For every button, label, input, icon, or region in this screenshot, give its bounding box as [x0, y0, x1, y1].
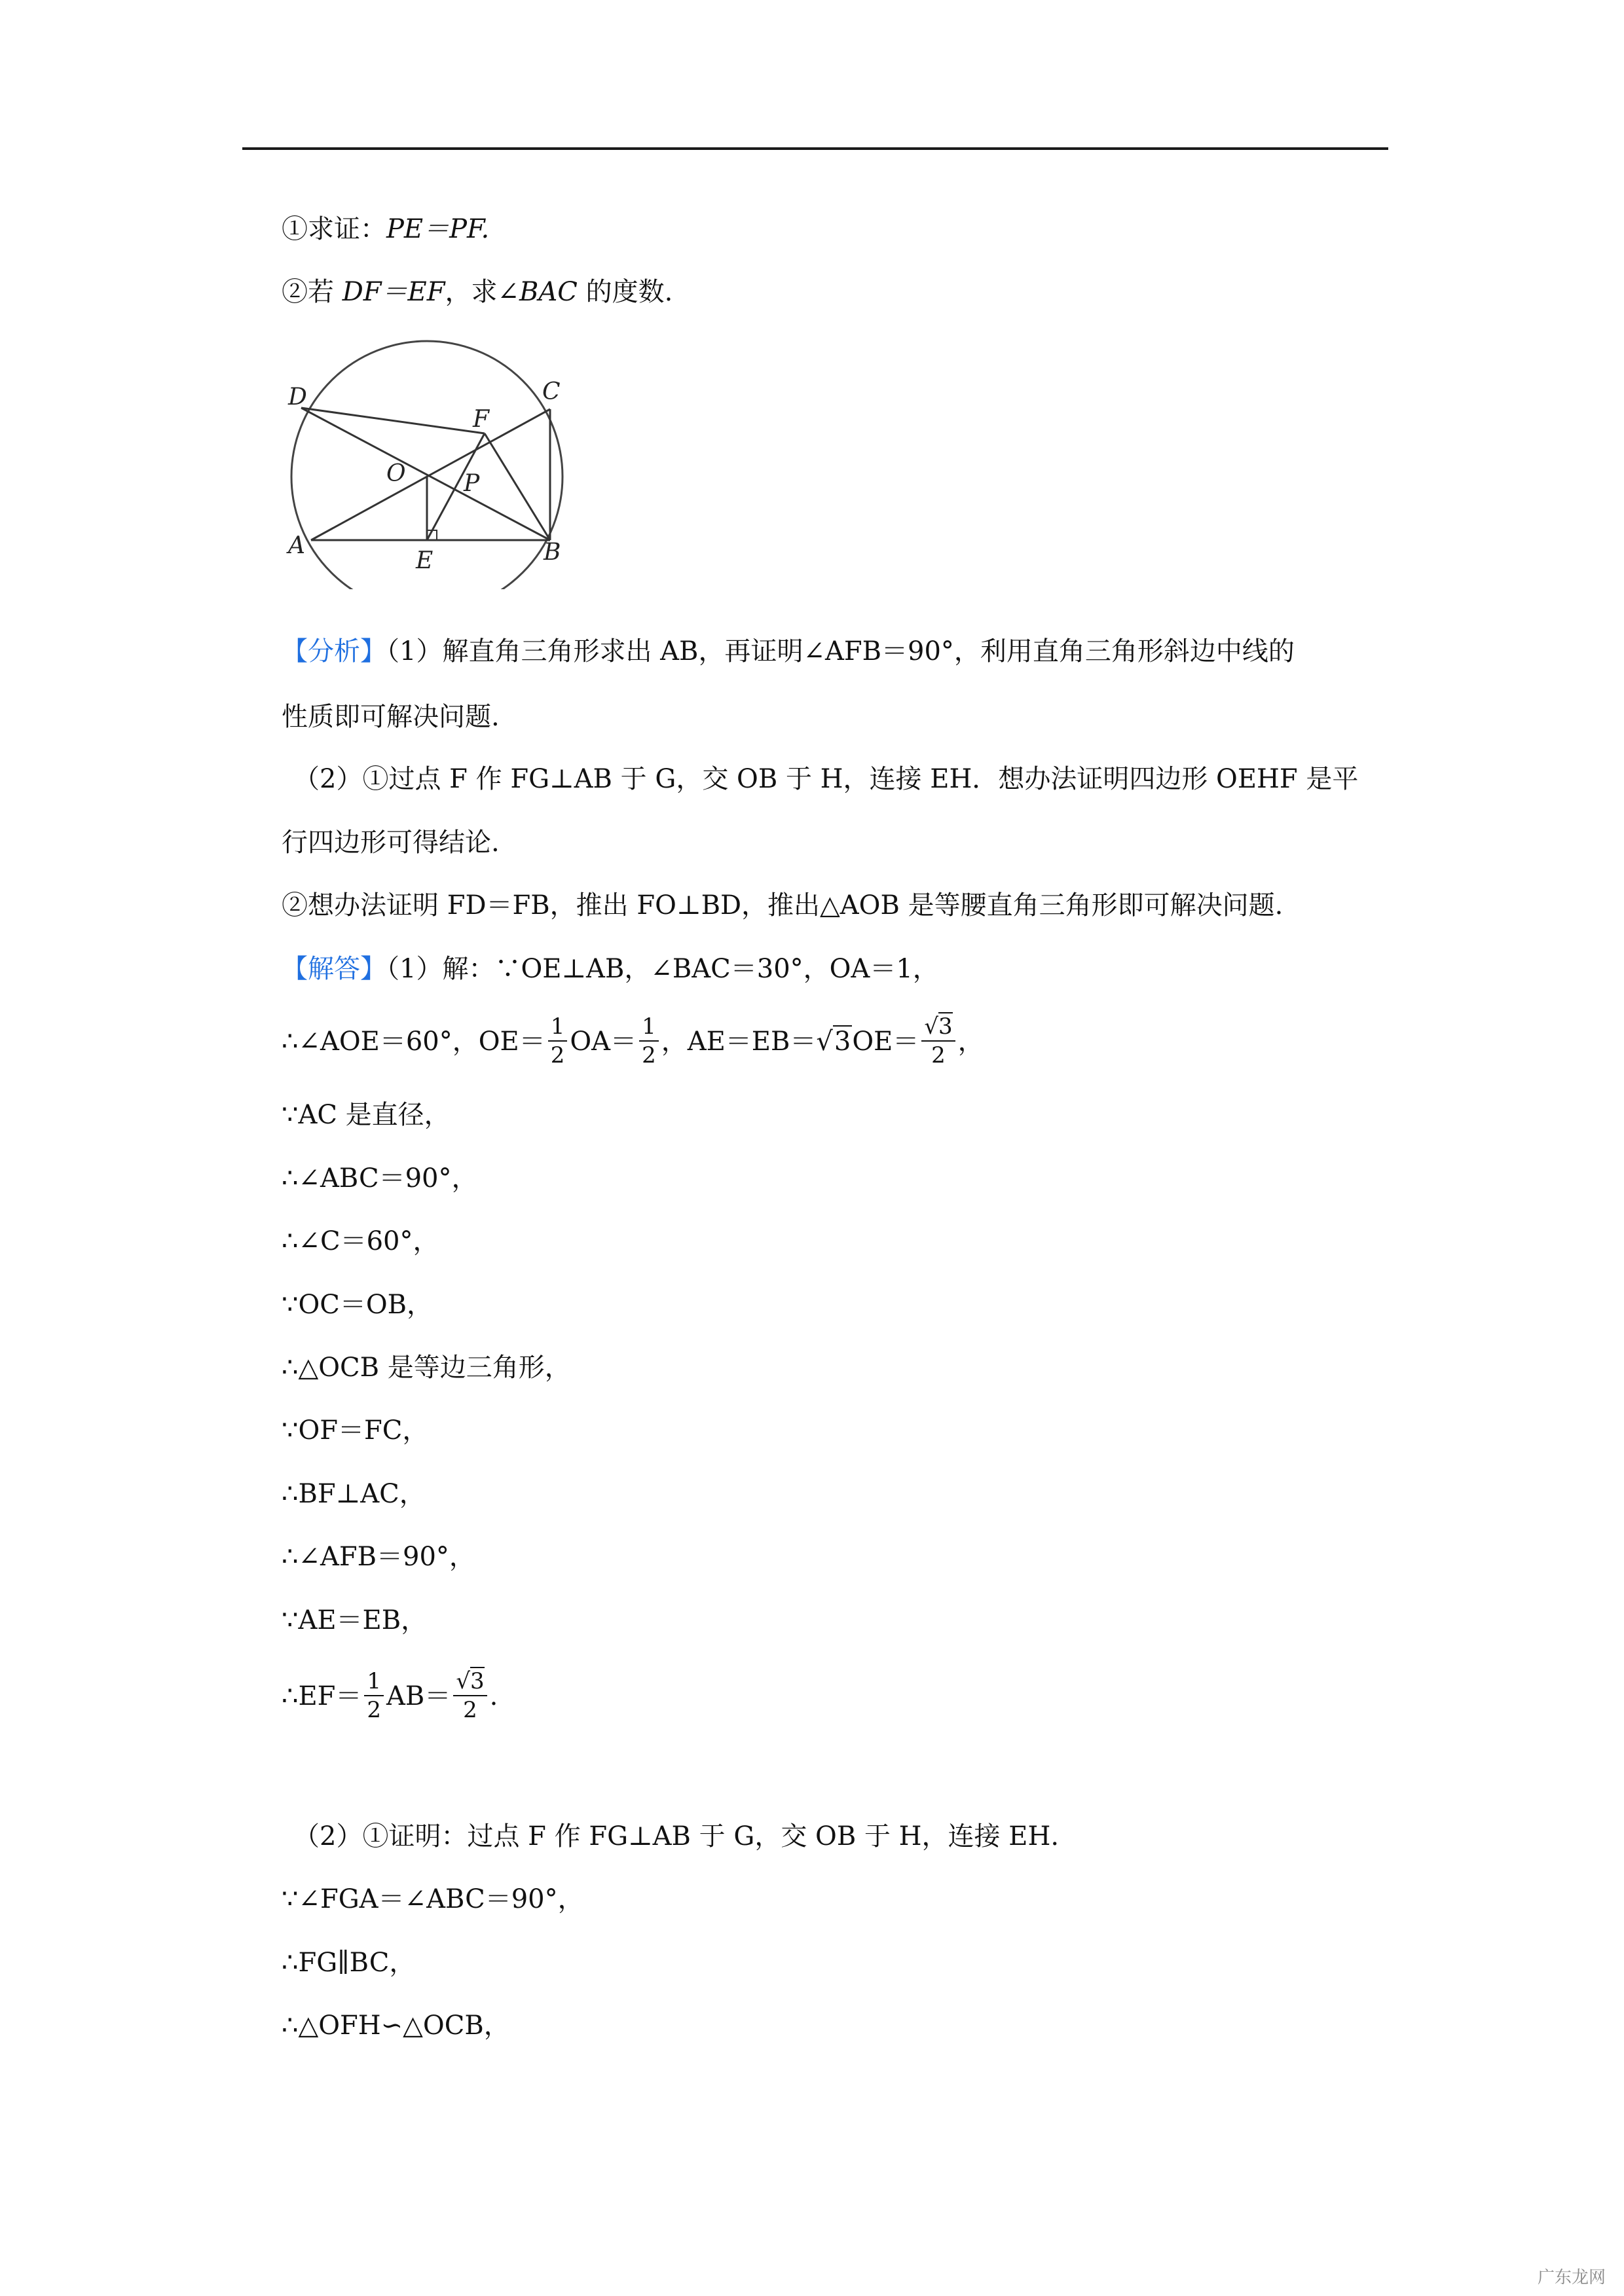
solution-line-1: 【解答】（1）解：∵OE⊥AB，∠BAC＝30°，OA＝1，	[282, 954, 939, 984]
analysis-tag: 【分析】	[282, 636, 386, 666]
label-P: P	[464, 470, 480, 497]
fraction-one-half: $\frac{1}{2}$	[364, 1670, 384, 1721]
solution-line-9: ∴BF⊥AC，	[282, 1479, 426, 1509]
solution-line-3: ∵AC 是直径，	[282, 1100, 451, 1130]
label-D: D	[288, 384, 307, 410]
solution-line-2: ∴∠AOE＝60°，OE＝ $\frac{1}{2}$ OA＝ $\frac{1}{2}$ ，AE＝EB＝√3OE＝ $\frac{√3}{2}$ ，	[282, 1013, 984, 1068]
fraction-sqrt3-over-2: $\frac{√3}{2}$	[921, 1015, 955, 1066]
part2-line-2: ∵∠FGA＝∠ABC＝90°，	[282, 1884, 584, 1914]
solution-tag: 【解答】	[282, 954, 386, 984]
label-E: E	[416, 547, 434, 574]
analysis-line-5: ②想办法证明 FD＝FB，推出 FO⊥BD，推出△AOB 是等腰直角三角形即可解决问题.	[282, 890, 1283, 920]
solution-line-12: ∴EF＝ $\frac{1}{2}$ AB＝ $\frac{√3}{2}$ .	[282, 1668, 498, 1723]
label-O: O	[386, 460, 406, 487]
question-1: ①求证：PE＝PF.	[282, 214, 490, 244]
solution-line-7: ∴△OCB 是等边三角形，	[282, 1353, 571, 1383]
segment-DB	[301, 408, 550, 540]
solution-line-11: ∵AE＝EB，	[282, 1605, 428, 1635]
fraction-one-half: $\frac{1}{2}$	[639, 1015, 659, 1066]
fraction-one-half: $\frac{1}{2}$	[548, 1015, 568, 1066]
solution-line-8: ∵OF＝FC，	[282, 1415, 429, 1446]
solution-line-4: ∴∠ABC＝90°，	[282, 1163, 478, 1194]
label-F: F	[473, 406, 489, 433]
analysis-line-4: 行四边形可得结论.	[282, 828, 500, 858]
fraction-sqrt3-over-2: $\frac{√3}{2}$	[453, 1670, 487, 1721]
solution-line-10: ∴∠AFB＝90°，	[282, 1542, 475, 1572]
solution-line-5: ∴∠C＝60°，	[282, 1226, 439, 1256]
analysis-line-3: （2）①过点 F 作 FG⊥AB 于 G，交 OB 于 H，连接 EH．想办法证明四边形 OEHF 是平	[293, 764, 1359, 794]
solution-line-6: ∵OC＝OB，	[282, 1290, 434, 1320]
label-A: A	[288, 532, 305, 559]
label-B: B	[544, 539, 561, 566]
header-rule	[242, 147, 1388, 150]
geometry-figure	[282, 334, 583, 589]
label-C: C	[542, 378, 561, 405]
part2-line-1: （2）①证明：过点 F 作 FG⊥AB 于 G，交 OB 于 H，连接 EH.	[293, 1821, 1060, 1851]
segment-FB	[485, 433, 550, 540]
sqrt-three: √3	[816, 1027, 851, 1057]
analysis-line-1: 【分析】（1）解直角三角形求出 AB，再证明∠AFB＝90°，利用直角三角形斜边中线的	[282, 636, 1295, 666]
question-2: ②若 DF＝EF，求∠BAC 的度数.	[282, 277, 673, 307]
part2-line-3: ∴FG∥BC，	[282, 1948, 416, 1978]
analysis-line-2: 性质即可解决问题.	[282, 702, 500, 732]
part2-line-4: ∴△OFH∽△OCB，	[282, 2011, 510, 2041]
watermark: 广东龙网	[1537, 2268, 1606, 2287]
segment-DF	[301, 408, 485, 433]
